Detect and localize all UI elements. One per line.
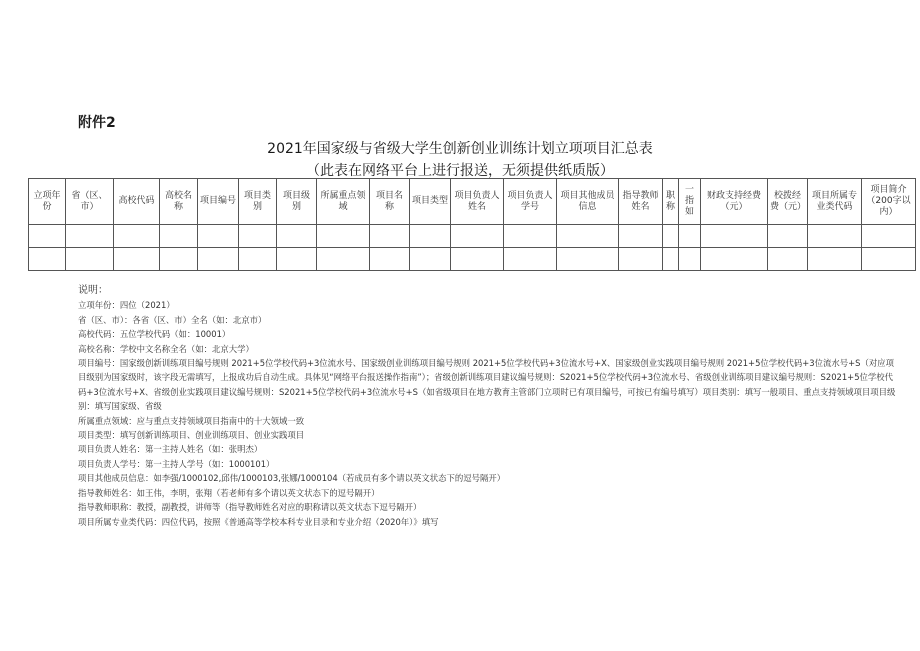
note-line: 高校代码：五位学校代码（如：10001） bbox=[78, 329, 231, 340]
table-header-cell: 指导教师姓名 bbox=[619, 179, 663, 225]
table-header-cell: 所属重点领域 bbox=[317, 179, 370, 225]
table-header-cell: 项目负责人学号 bbox=[504, 179, 557, 225]
note-line: 项目编号：国家级创新训练项目编号规则 2021+5位学校代码+3位流水号、国家级创业训练项目编号规则 2021+5位学校代码+3位流水号+X、国家级创业实践项目编号规则 2021+5位学校代码+3位流水号+S（对应项目级别为国家级时，该字段无需填写，上报成功后自动生成。具体见“网络平台报送操作指南”）；省级创新训练项目建议编号规则：S2021+5位学校代码+3位流水号、省级创业训练项目建议编号规则：S2021+5位学校代码+3位流水号+X、省级创业实践项目建议编号规则：S2021+5位学校代码+3位流水号+S（如省级项目在地方教育主管部门立项时已有项目编号，可按已有编号填写）项目类别：填写一般项目、重点支持领域项目项目级别：填写国家级、省级 bbox=[78, 358, 896, 412]
table-header-cell: 项目所属专业类代码 bbox=[808, 179, 862, 225]
note-line: 指导教师姓名：如王伟，李明，张翔（若老师有多个请以英文状态下的逗号隔开） bbox=[78, 487, 380, 498]
table-header-cell: 项目编号 bbox=[198, 179, 239, 225]
table-header-cell: 项目类型 bbox=[410, 179, 451, 225]
table-header-cell: 项目其他成员信息 bbox=[557, 179, 619, 225]
notes-heading: 说明： bbox=[78, 285, 108, 296]
table-header-row bbox=[29, 179, 916, 225]
table-header-cell: 项目名称 bbox=[370, 179, 410, 225]
page-title: 2021年国家级与省级大学生创新创业训练计划立项项目汇总表 bbox=[267, 141, 653, 157]
attachment-label: 附件2 bbox=[78, 115, 116, 131]
table-header-cell: 项目负责人姓名 bbox=[451, 179, 504, 225]
table-header-cell: 高校代码 bbox=[114, 179, 160, 225]
table-header-cell: 财政支持经费（元） bbox=[701, 179, 768, 225]
note-line: 所属重点领域：应与重点支持领域项目指南中的十大领域一致 bbox=[78, 415, 305, 426]
note-line: 项目类型：填写创新训练项目、创业训练项目、创业实践项目 bbox=[78, 430, 305, 441]
note-line: 项目所属专业类代码：四位代码，按照《普通高等学校本科专业目录和专业介绍（2020年）》填写 bbox=[78, 516, 439, 527]
note-line: 项目负责人姓名：第一主持人姓名（如：张明杰） bbox=[78, 444, 263, 455]
table-header-cell: 立项年份 bbox=[29, 179, 66, 225]
note-line: 高校名称：学校中文名称全名（如：北京大学） bbox=[78, 343, 254, 354]
table-row bbox=[29, 248, 916, 271]
note-line: 省（区、市）：各省（区、市）全名（如：北京市） bbox=[78, 314, 267, 325]
page-subtitle: （此表在网络平台上进行报送，无须提供纸质版） bbox=[306, 163, 614, 179]
table-header-cell: 高校名称 bbox=[160, 179, 198, 225]
table-header-cell: 一指如 bbox=[679, 179, 701, 225]
note-line: 项目负责人学号：第一主持人学号（如：1000101） bbox=[78, 458, 275, 469]
summary-table bbox=[28, 178, 916, 271]
note-line: 指导教师职称：教授，副教授，讲师等（指导教师姓名对应的职称请以英文状态下逗号隔开） bbox=[78, 502, 422, 513]
table-row bbox=[29, 225, 916, 248]
table-header-cell: 项目简介（200字以内） bbox=[862, 179, 916, 225]
note-line: 立项年份：四位（2021） bbox=[78, 300, 175, 311]
notes-section bbox=[78, 284, 898, 529]
table-header-cell: 项目类别 bbox=[239, 179, 277, 225]
table-header-cell: 校拨经费（元） bbox=[768, 179, 808, 225]
table-header-cell: 职称 bbox=[663, 179, 679, 225]
table-header-cell: 项目级别 bbox=[277, 179, 317, 225]
table-header-cell: 省（区、市） bbox=[66, 179, 114, 225]
note-line: 项目其他成员信息：如李强/1000102,邱伟/1000103,张娜/1000104（若成员有多个请以英文状态下的逗号隔开） bbox=[78, 473, 506, 484]
